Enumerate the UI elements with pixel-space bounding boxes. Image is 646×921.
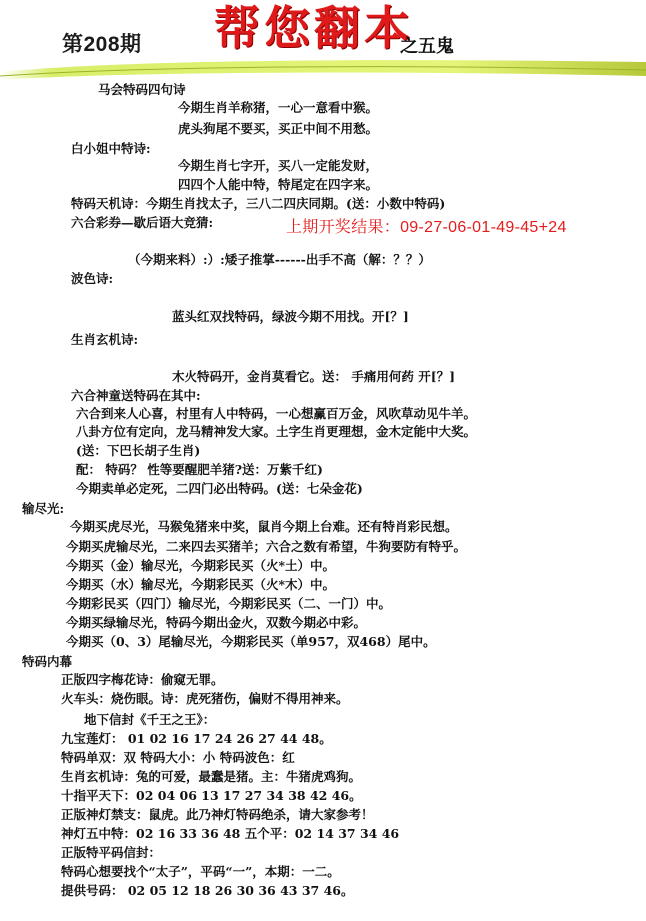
text-line: 马会特码四句诗 <box>98 82 186 97</box>
text-line: 配： 特码？ 性等要醒肥羊猪?送：万紫千红) <box>76 462 323 477</box>
text-line: 今期买绿输尽光，特码今期出金火，双数今期必中彩。 <box>66 615 367 630</box>
text-line: 今期生肖七字开，买八一定能发财， <box>178 158 379 173</box>
section-heading: 输尽光: <box>22 501 65 516</box>
text-line: 波色诗: <box>71 271 114 286</box>
section-heading: 特码内幕 <box>22 654 73 669</box>
banner-stripe <box>0 54 646 82</box>
text-line: (送：下巴长胡子生肖) <box>76 443 201 458</box>
header <box>0 0 646 82</box>
text-line: 今期生肖羊称猪，一心一意看中猴。 <box>178 100 379 115</box>
text-line: 正版特平码信封： <box>61 845 162 860</box>
text-line: 生肖玄机诗：兔的可爱，最蠢是猪。主：牛猪虎鸡狗。 <box>61 769 362 784</box>
brand-subtitle: 之五鬼 <box>400 36 454 57</box>
text-line: 正版神灯禁支：鼠虎。此乃神灯特码绝杀，请大家参考！ <box>61 807 374 822</box>
text-line: 特码单双：双 特码大小：小 特码波色：红 <box>61 750 295 765</box>
text-line: 木火特码开，金肖莫看它。送： 手痛用何药 开[？] <box>172 369 456 384</box>
text-line: 今期买虎输尽光，二来四去买猪羊；六合之数有希望，牛狗要防有特乎。 <box>66 539 467 554</box>
text-line: 地下信封《千王之王》： <box>84 712 216 727</box>
text-line: 火车头：烧伤眼。诗：虎死猪伤，偏财不得用神来。 <box>61 691 349 706</box>
text-line: 提供号码： 02 05 12 18 26 30 36 43 37 46。 <box>61 883 354 898</box>
issue-number: 第208期 <box>62 33 142 56</box>
text-line: 今期买（金）输尽光，今期彩民买（火*土）中。 <box>66 558 336 573</box>
text-line: 十指平天下：02 04 06 13 17 27 34 38 42 46。 <box>61 788 362 803</box>
text-line: 四四个人能中特，特尾定在四字来。 <box>178 177 379 192</box>
text-line: 今期买（0、3）尾输尽光，今期彩民买（单957，双468）尾中。 <box>66 634 436 649</box>
text-line: 今期彩民买（四门）输尽光，今期彩民买（二、一门）中。 <box>66 596 392 611</box>
text-line: 神灯五中特：02 16 33 36 48 五个平：02 14 37 34 46 <box>61 826 400 841</box>
text-line: 今期买（水）输尽光，今期彩民买（火*木）中。 <box>66 577 336 592</box>
text-line: 正版四字梅花诗：偷窥无罪。 <box>61 672 224 687</box>
text-line: 九宝莲灯： 01 02 16 17 24 26 27 44 48。 <box>61 731 332 746</box>
text-line: 六合神童送特码在其中: <box>71 388 201 403</box>
text-line: 今期卖单必定死，二四门必出特码。(送：七朵金花) <box>76 481 363 496</box>
text-line: 虎头狗尾不要买，买正中间不用愁。 <box>178 121 379 136</box>
text-line: 生肖玄机诗: <box>71 332 139 347</box>
text-line: 今期买虎尽光，马猴兔猪来中奖，鼠肖今期上台难。还有特肖彩民想。 <box>70 519 458 534</box>
text-line: 白小姐中特诗: <box>71 141 151 156</box>
text-line: 六合彩券—歇后语大竞猜: <box>71 215 214 230</box>
text-line: 特码心想要找个“太子”，平码“一”，本期：一二。 <box>61 864 340 879</box>
text-line: 特码天机诗：今期生肖找太子，三八二四庆同期。(送：小数中特码) <box>71 196 446 211</box>
brand-title: 帮您翻本 <box>214 1 414 55</box>
text-line: 蓝头红双找特码，绿波今期不用找。开[？] <box>172 309 409 324</box>
text-line: 八卦方位有定向，龙马精神发大家。土字生肖更理想，金木定能中大奖。 <box>76 424 477 439</box>
text-line: （今期来料）:）:矮子推掌------出手不高（解：？？） <box>128 252 431 267</box>
previous-result: 上期开奖结果：09-27-06-01-49-45+24 <box>286 219 567 236</box>
text-line: 六合到来人心喜，村里有人中特码，一心想赢百万金，风吹草动见牛羊。 <box>76 406 477 421</box>
